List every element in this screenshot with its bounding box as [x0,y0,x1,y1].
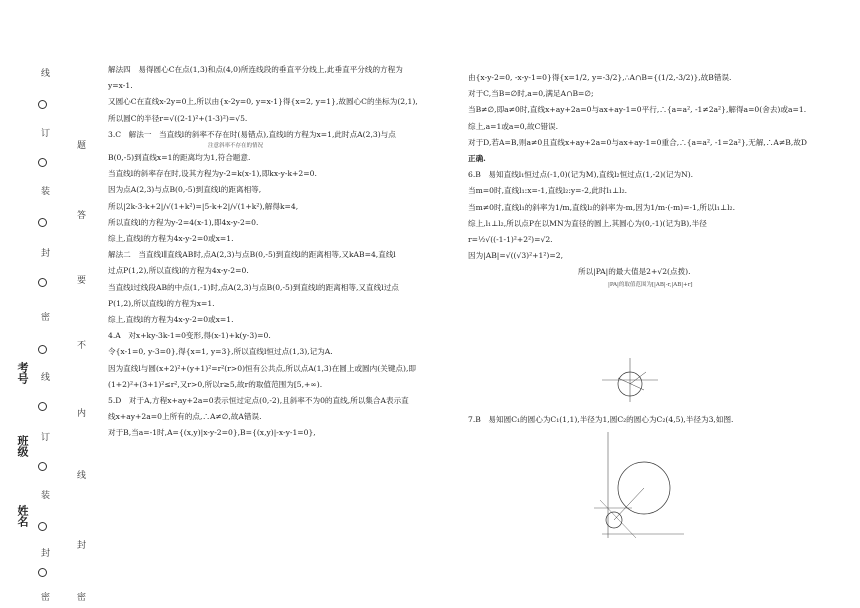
text-line: 由{x-y-2=0, -x-y-1=0}得{x=1/2, y=-3/2},∴A∩B={(1/2,-3/2)},故B错误. [468,73,732,82]
cut-line-label: 订 [39,432,49,441]
text-line: 解法二 当直线l∥直线AB时,点A(2,3)与点B(0,-5)到直线l的距离相等,又kAB=4,直线l [108,250,396,260]
text-line: 3.C 解法一 当直线l的斜率不存在时(易错点),直线l的方程为x=1,此时点A(2,3)与点 [108,129,396,139]
right-column-tail [468,412,848,428]
text-line: (1+2)²+(3+1)²≤r²,又r>0,所以r≥5,故r的取值范围为[5,+∞). [108,379,323,389]
text-line: 正确. [468,154,486,164]
hole-mark [38,402,47,411]
text-line: 线x+ay+2a=0上所有的点,∴A≠∅,故A错误. [108,412,262,422]
inner-warning-char: 答 [75,210,85,219]
hole-mark [38,345,47,354]
problem-7-figure [588,430,688,540]
inner-warning-char: 封 [75,540,85,549]
side-note: 注意斜率不存在的情况 [208,143,264,150]
text-line: 所以直线l的方程为y-2=4(x-1),即4x-y-2=0. [108,217,259,227]
text-line: B(0,-5)到直线x=1的距离均为1,符合题意. [108,153,251,163]
cut-line-label: 装 [39,186,49,195]
text-line: 对于D,若A=B,则a≠0且直线x+ay+2a=0与ax+ay-1=0重合,∴{a=a², -1=2a²},无解,∴A≠B,故D [468,137,807,147]
class-label: 班级 [16,435,29,457]
text-line: 解法四 易得圆心C在点(1,3)和点(4,0)所连线段的垂直平分线上,此垂直平分线的方程为 [108,65,403,74]
text-line: 因为|AB|=√((√3)²+1²)=2, [468,251,563,261]
cut-line-label: 线 [39,68,49,77]
cut-line-label: 密 [39,592,49,601]
text-line: 对于C,当B=∅时,a=0,满足A∩B=∅; [468,89,594,99]
text-line: 5.D 对于A,方程x+ay+2a=0表示恒过定点(0,-2),且斜率不为0的直线,所以集合A表示直 [108,396,409,406]
text-line: 所以|2k-3-k+2|/√(1+k²)=|5-k+2|/√(1+k²),解得k=4, [108,201,299,211]
hole-mark [38,462,47,471]
cut-line-label: 线 [39,372,49,381]
inner-warning-char: 线 [75,470,85,479]
text-line: r=½√((-1-1)²+2²)=√2. [468,235,553,245]
text-line: 因为点A(2,3)与点B(0,-5)到直线l的距离相等, [108,185,262,195]
text-line: 当直线l的斜率存在时,设其方程为y-2=k(x-1),即kx-y-k+2=0. [108,169,317,179]
inner-warning-char: 密 [75,592,85,601]
text-line: 综上,直线l的方程为4x-y-2=0或x=1. [108,234,234,244]
problem-6-figure [600,356,660,404]
cut-line-label: 装 [39,490,49,499]
text-line: 所以圆C的半径r=√((2-1)²+(1-3)²)=√5. [108,113,248,123]
text-line: 所以|PA|的最大值是2+√2(点拨). [578,267,691,277]
hole-mark [38,158,47,167]
name-label: 姓名 [16,505,29,527]
hole-mark [38,218,47,227]
side-note: |PA|的取值范围为[|AB|-r,|AB|+r] [608,281,693,288]
inner-warning-char: 内 [75,408,85,417]
text-line: 过点P(1,2),所以直线l的方程为4x-y-2=0. [108,266,249,276]
right-column [468,70,848,289]
left-column [108,62,448,442]
binding-margin [0,0,95,608]
inner-warning-char: 题 [75,140,85,149]
text-line: 令{x-1=0, y-3=0},得{x=1, y=3},所以直线l恒过点(1,3),记为A. [108,347,333,357]
text-line: y=x-1. [108,81,133,91]
cut-line-label: 封 [39,548,49,557]
text-line: 综上,a=1或a=0,故C错误. [468,121,559,131]
hole-mark [38,522,47,531]
hole-mark [38,568,47,577]
number-label: 考号 [16,362,29,384]
hole-mark [38,278,47,287]
text-line: 因为直线l与圆(x+2)²+(y+1)²=r²(r>0)恒有公共点,所以点A(1,3)在圆上或圆内(关键点),即 [108,363,416,373]
inner-warning-char: 要 [75,275,85,284]
text-line: P(1,2),所以直线l的方程为x=1. [108,298,215,308]
text-line: 7.B 易知圆C₁的圆心为C₁(1,1),半径为1,圆C₂的圆心为C₂(4,5),半径为3,如图. [468,415,734,424]
text-line: 当m=0时,直线l₁:x=-1,直线l₂:y=-2,此时l₁⊥l₂. [468,186,628,196]
cut-line-label: 封 [39,248,49,257]
text-line: 当直线l过线段AB的中点(1,-1)时,点A(2,3)与点B(0,-5)到直线l的距离相等,又直线l过点 [108,282,399,292]
cut-line-label: 密 [39,312,49,321]
text-line: 当B≠∅,即a≠0时,直线x+ay+2a=0与ax+ay-1=0平行,∴{a=a², -1≠2a²},解得a=0(舍去)或a=1. [468,105,807,115]
hole-mark [38,100,47,109]
text-line: 综上,直线l的方程为4x-y-2=0或x=1. [108,315,234,325]
text-line: 当m≠0时,直线l₁的斜率为1/m,直线l₂的斜率为-m,因为1/m·(-m)=-1,所以l₁⊥l₂. [468,202,735,212]
text-line: 对于B,当a=-1时,A={(x,y)|x-y-2=0},B={(x,y)|-x-y-1=0}, [108,428,316,438]
cut-line-label: 订 [39,128,49,137]
text-line: 又圆心C在直线x-2y=0上,所以由{x-2y=0, y=x-1}得{x=2, y=1},故圆心C的坐标为(2,1), [108,97,418,107]
text-line: 6.B 易知直线l₁恒过点(-1,0)(记为M),直线l₂恒过点(1,-2)(记为N). [468,170,694,180]
text-line: 4.A 对x+ky-3k-1=0变形,得(x-1)+k(y-3)=0. [108,331,271,341]
inner-warning-char: 不 [75,340,85,349]
text-line: 综上,l₁⊥l₂,所以点P在以MN为直径的圆上,其圆心为(0,-1)(记为B),半径 [468,218,707,228]
